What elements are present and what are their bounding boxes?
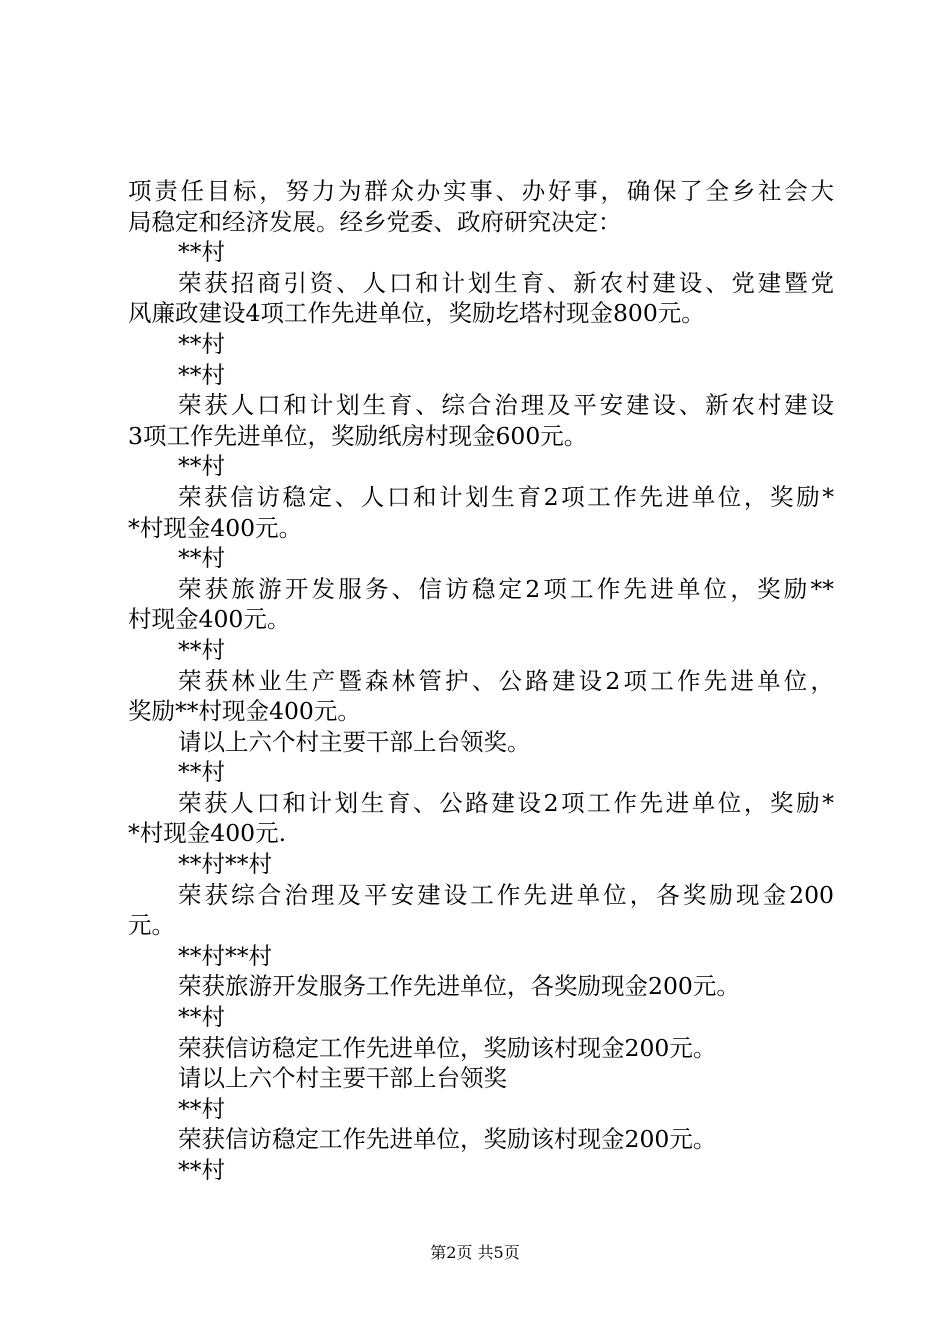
text-line: 请以上六个村主要干部上台领奖。 [178, 727, 531, 756]
text-line: 荣获信访稳定工作先进单位，奖励该村现金200元。 [178, 1125, 717, 1154]
text-line: 局稳定和经济发展。经乡党委、政府研究决定： [128, 207, 622, 236]
text-line: **村 [178, 1156, 225, 1184]
text-line: *村现金400元。 [128, 513, 303, 542]
text-line: 村现金400元。 [128, 605, 291, 634]
text-line: 3项工作先进单位，奖励纸房村现金600元。 [128, 421, 588, 450]
text-line: 荣获信访稳定、人口和计划生育2项工作先进单位，奖励* [178, 482, 834, 511]
text-line: 风廉政建设4项工作先进单位，奖励圪塔村现金800元。 [128, 299, 705, 328]
text-line: **村 [178, 360, 225, 389]
text-line: *村现金400元. [128, 819, 287, 848]
text-line: 荣获综合治理及平安建设工作先进单位，各奖励现金200 [178, 880, 834, 909]
text-line: **村 [178, 329, 225, 358]
text-line: 荣获旅游开发服务工作先进单位，各奖励现金200元。 [178, 972, 740, 1001]
text-line: **村 [178, 452, 225, 481]
text-line: **村 [178, 758, 225, 787]
text-line: 荣获旅游开发服务、信访稳定2项工作先进单位，奖励** [178, 574, 834, 603]
text-line: 荣获信访稳定工作先进单位，奖励该村现金200元。 [178, 1033, 717, 1062]
text-line: **村**村 [178, 850, 272, 879]
text-line: 请以上六个村主要干部上台领奖 [178, 1064, 507, 1093]
text-line: **村 [178, 1094, 225, 1123]
text-line: 荣获人口和计划生育、综合治理及平安建设、新农村建设 [178, 391, 834, 420]
text-line: 荣获林业生产暨森林管护、公路建设2项工作先进单位， [178, 666, 834, 695]
text-line: **村 [178, 238, 225, 267]
text-line: **村 [178, 544, 225, 573]
text-line: 奖励**村现金400元。 [128, 697, 361, 726]
text-line: 元。 [128, 911, 175, 940]
text-line: 荣获招商引资、人口和计划生育、新农村建设、党建暨党 [178, 268, 834, 297]
text-line: **村 [178, 1003, 225, 1032]
text-line: 项责任目标，努力为群众办实事、办好事，确保了全乡社会大 [128, 177, 834, 205]
text-line: **村 [178, 635, 225, 664]
page-number-label: 第2页 共5页 [430, 1243, 520, 1262]
document-body [128, 176, 834, 1186]
text-line: **村**村 [178, 941, 272, 970]
text-line: 荣获人口和计划生育、公路建设2项工作先进单位，奖励* [178, 788, 834, 817]
page-footer [0, 1243, 950, 1263]
